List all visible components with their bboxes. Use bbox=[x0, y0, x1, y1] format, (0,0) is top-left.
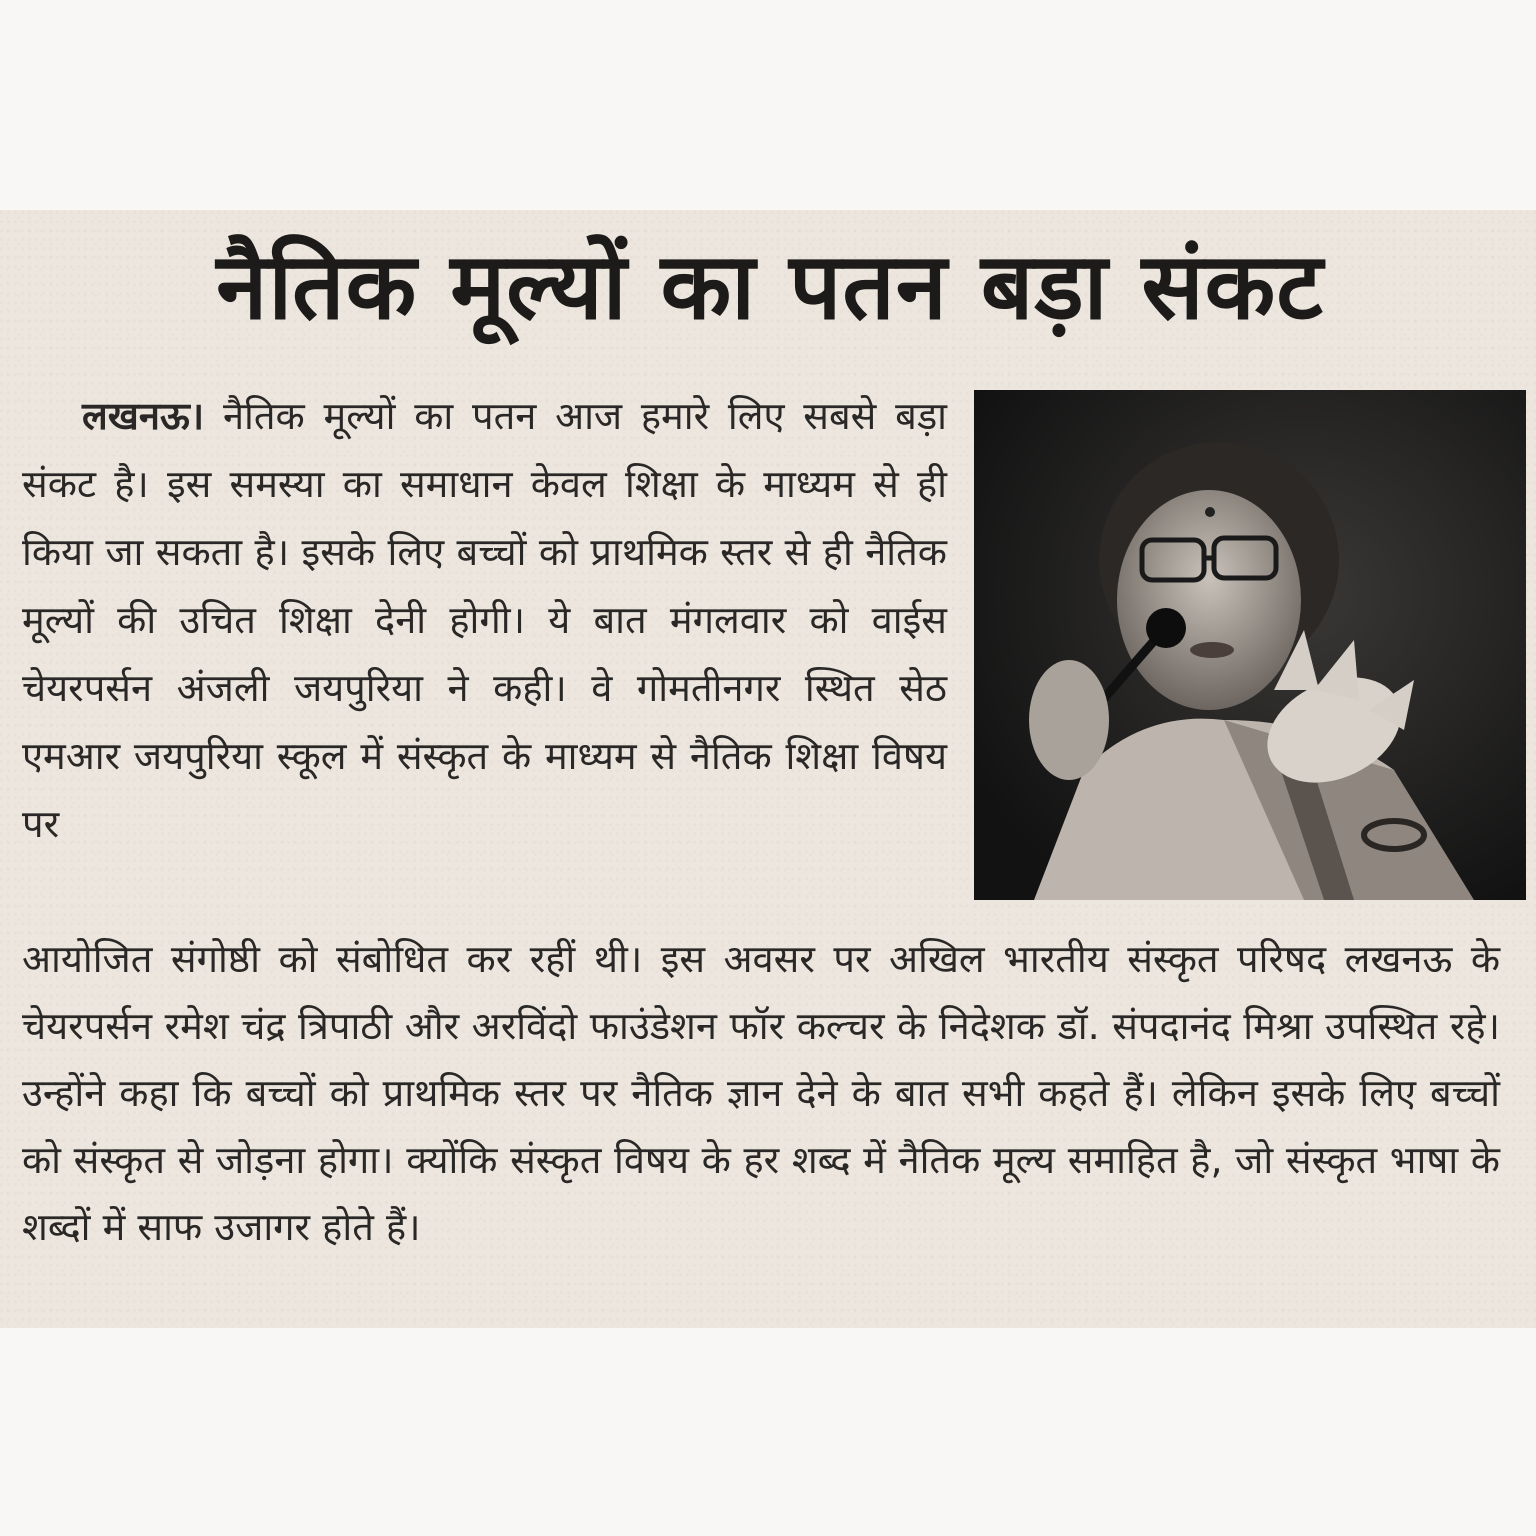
speaker-photo bbox=[974, 390, 1526, 900]
headline: नैतिक मूल्यों का पतन बड़ा संकट bbox=[216, 233, 1324, 340]
speaker-photo-icon bbox=[974, 390, 1526, 900]
article-lead-paragraph bbox=[22, 382, 947, 858]
dateline: लखनऊ। bbox=[82, 394, 205, 438]
newspaper-clipping bbox=[0, 210, 1536, 1328]
article-continued-paragraph: आयोजित संगोष्ठी को संबोधित कर रहीं थी। इस अवसर पर अखिल भारतीय संस्कृत परिषद लखनऊ के चेयरपर्सन रमेश चंद्र त्रिपाठी और अरविंदो फाउंडेशन फॉर कल्चर के निदेशक डॉ. संपदानंद मिश्रा उपस्थित रहे। उन्होंने कहा कि बच्चों को प्राथमिक स्तर पर नैतिक ज्ञान देने के बात सभी कहते हैं। लेकिन इसके लिए बच्चों को संस्कृत से जोड़ना होगा। क्योंकि संस्कृत विषय के हर शब्द में नैतिक मूल्य समाहित है, जो संस्कृत भाषा के शब्दों में साफ उजागर होते हैं। bbox=[22, 937, 1500, 1249]
lead-text: नैतिक मूल्यों का पतन आज हमारे लिए सबसे बड़ा संकट है। इस समस्या का समाधान केवल शिक्षा के माध्यम से ही किया जा सकता है। इसके लिए बच्चों को प्राथमिक स्तर से ही नैतिक मूल्यों की उचित शिक्षा देनी होगी। ये बात मंगलवार को वाईस चेयरपर्सन अंजली जयपुरिया ने कही। वे गोमतीनगर स्थित सेठ एमआर जयपुरिया स्कूल में संस्कृत के माध्यम से नैतिक शिक्षा विषय पर bbox=[22, 394, 947, 846]
